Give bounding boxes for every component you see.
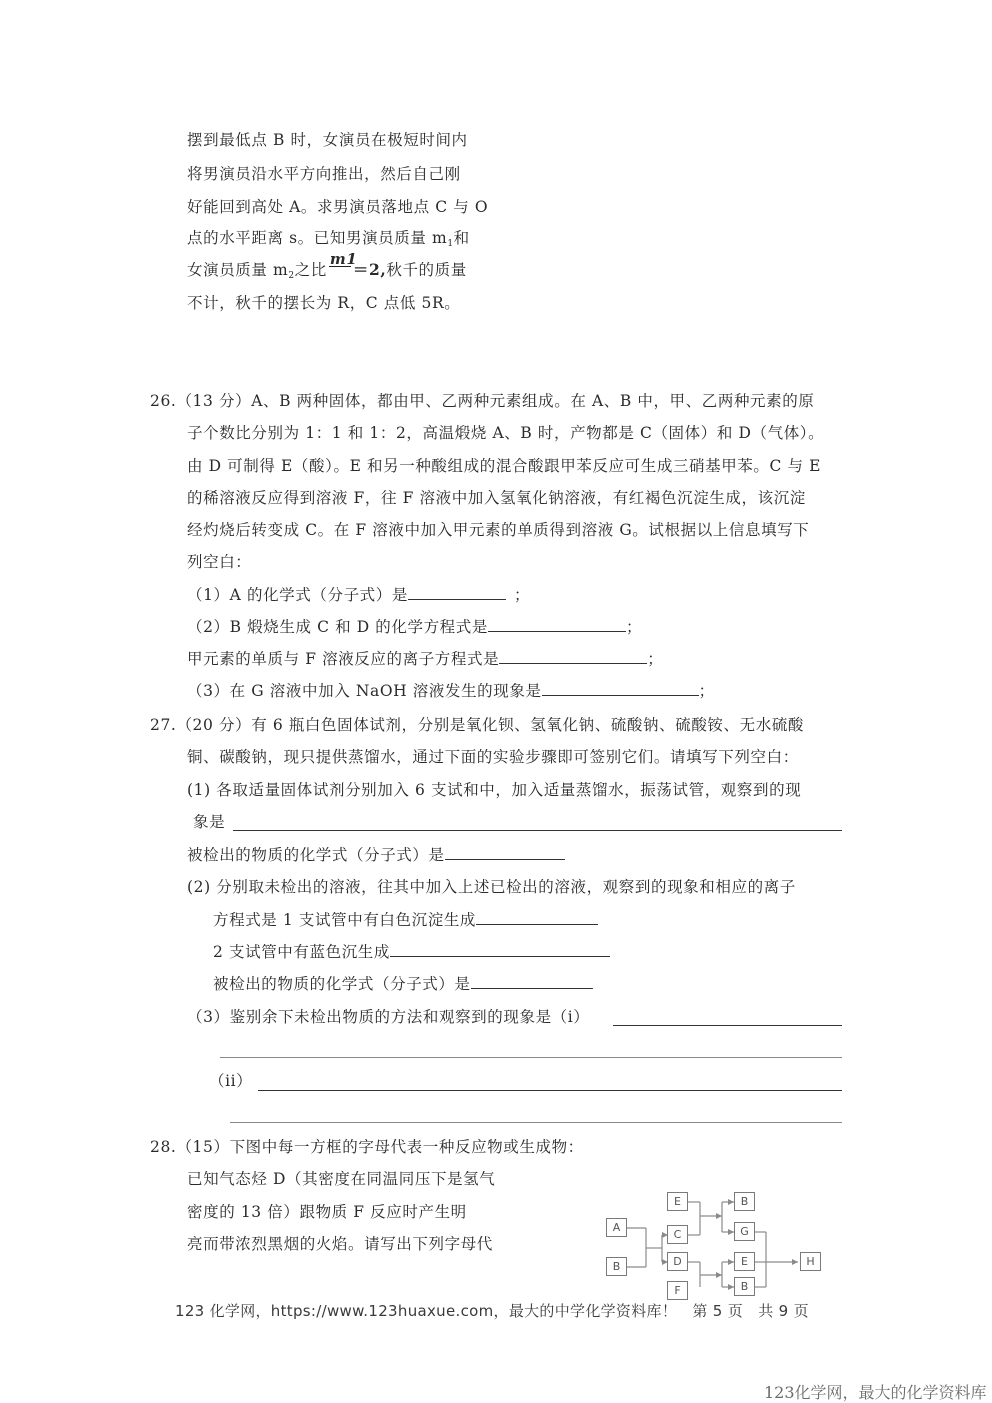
diagram-box-G: G xyxy=(734,1222,755,1241)
fraction-numerator: m1 xyxy=(329,250,358,268)
q26-part-3-label: （3）在 G 溶液中加入 NaOH 溶液发生的现象是 xyxy=(187,682,542,700)
q28-line-2: 已知气态烃 D（其密度在同温同压下是氢气 xyxy=(187,1170,496,1188)
semicolon: ； xyxy=(513,586,531,604)
q26-part-1 xyxy=(187,585,530,605)
answer-blank-q26-2b[interactable] xyxy=(499,649,647,664)
answer-line-q27-3ii[interactable] xyxy=(258,1090,842,1091)
q28-line-3: 密度的 13 倍）跟物质 F 反应时产生明 xyxy=(187,1203,467,1221)
q28-line-4: 亮而带浓烈黑烟的火焰。请写出下列字母代 xyxy=(187,1235,493,1253)
diagram-box-H: H xyxy=(800,1252,821,1271)
q26-line-1: 26.（13 分）A、B 两种固体，都由甲、乙两种元素组成。在 A、B 中，甲、乙两种元素的原 xyxy=(150,392,815,410)
q27-part-2b xyxy=(213,910,598,930)
q26-line-2: 子个数比分别为 1：1 和 1：2，高温煅烧 A、B 时，产物都是 C（固体）和 D（气体）。 xyxy=(187,424,825,442)
diagram-box-C: C xyxy=(667,1225,688,1244)
mass-ratio-fraction xyxy=(329,250,358,281)
q27-part-2b-label: 方程式是 1 支试管中有白色沉淀生成 xyxy=(213,911,477,929)
diagram-box-B: B xyxy=(606,1257,627,1276)
q26-line-5: 经灼烧后转变成 C。在 F 溶液中加入甲元素的单质得到溶液 G。试根据以上信息填写下 xyxy=(187,521,810,539)
answer-line-q27-3i[interactable] xyxy=(613,1025,842,1026)
semicolon: ； xyxy=(625,618,643,636)
q27-part-3ii: （ii） xyxy=(209,1072,253,1090)
q27-part-2d xyxy=(213,974,593,994)
page-footer: 123 化学网，https://www.123huaxue.com，最大的中学化学资料库！ 第 5 页 共 9 页 xyxy=(175,1302,809,1320)
q26-line-6: 列空白： xyxy=(187,553,252,571)
q25-line-4-text: 点的水平距离 s。已知男演员质量 m xyxy=(187,229,448,247)
q25-line-6: 不计，秋千的摆长为 R，C 点低 5R。 xyxy=(187,294,461,312)
diagram-box-A: A xyxy=(606,1218,627,1237)
q27-part-1c xyxy=(187,845,565,865)
q26-part-2 xyxy=(187,617,642,637)
q25-line-1: 摆到最低点 B 时，女演员在极短时间内 xyxy=(187,131,468,149)
semicolon: ； xyxy=(698,682,715,700)
q25-line-5-mid: 之比 xyxy=(294,261,327,279)
answer-blank-q26-1[interactable] xyxy=(408,585,506,600)
q27-part-2c xyxy=(213,942,610,962)
q25-line-5-head: 女演员质量 m xyxy=(187,261,289,279)
subscript-1: 1 xyxy=(447,239,454,249)
answer-line-q27-3ii-cont[interactable] xyxy=(230,1122,842,1123)
semicolon: ； xyxy=(647,650,664,668)
q28-line-1: 28.（15）下图中每一方框的字母代表一种反应物或生成物： xyxy=(150,1138,584,1156)
answer-blank-q26-3[interactable] xyxy=(542,681,699,696)
fraction-bar xyxy=(329,266,351,267)
q26-line-3: 由 D 可制得 E（酸）。E 和另一种酸组成的混合酸跟甲苯反应可生成三硝基甲苯。C 与 E xyxy=(187,457,822,475)
q26-line-4: 的稀溶液反应得到溶液 F，往 F 溶液中加入氢氧化钠溶液，有红褐色沉淀生成，该沉淀 xyxy=(187,489,806,507)
q27-part-2d-label: 被检出的物质的化学式（分子式）是 xyxy=(213,975,471,993)
q27-line-3: (1) 各取适量固体试剂分别加入 6 支试和中，加入适量蒸馏水，振荡试管，观察到的现 xyxy=(187,781,802,799)
subscript-2: 2 xyxy=(288,271,295,281)
reaction-flow-diagram xyxy=(600,1185,840,1290)
answer-line-q27-3i-cont[interactable] xyxy=(220,1057,842,1058)
answer-line-q27-1[interactable] xyxy=(233,830,842,831)
answer-blank-q26-2[interactable] xyxy=(488,617,626,632)
q27-part-3: （3）鉴别余下未检出物质的方法和观察到的现象是（i） xyxy=(187,1008,590,1026)
answer-blank-q27-2d[interactable] xyxy=(471,974,593,989)
q26-part-1-label: （1）A 的化学式（分子式）是 xyxy=(187,586,408,604)
q26-part-2-label: （2）B 煅烧生成 C 和 D 的化学方程式是 xyxy=(187,618,488,636)
diagram-box-F: F xyxy=(667,1281,688,1300)
q27-line-2: 铜、碳酸钠，现只提供蒸馏水，通过下面的实验步骤即可签别它们。请填写下列空白： xyxy=(187,748,799,766)
ratio-value: ＝2, xyxy=(352,260,387,279)
q25-line-5-tail: 秋千的质量 xyxy=(386,261,467,279)
q25-line-2: 将男演员沿水平方向推出，然后自己刚 xyxy=(187,165,461,183)
q26-part-2b-label: 甲元素的单质与 F 溶液反应的离子方程式是 xyxy=(187,650,500,668)
q25-line-4-tail: 和 xyxy=(453,229,470,247)
q25-line-4 xyxy=(187,228,470,254)
answer-blank-q27-2c[interactable] xyxy=(390,942,610,957)
q25-line-5 xyxy=(187,250,467,286)
q27-part-1b: 象是 xyxy=(193,813,226,831)
q26-part-2b xyxy=(187,649,663,669)
site-watermark: 123化学网，最大的化学资料库 xyxy=(764,1383,987,1402)
q27-part-2c-label: 2 支试管中有蓝色沉生成 xyxy=(213,943,390,961)
q27-part-1c-label: 被检出的物质的化学式（分子式）是 xyxy=(187,846,445,864)
q25-line-3: 好能回到高处 A。求男演员落地点 C 与 O xyxy=(187,198,489,216)
q27-line-1: 27.（20 分）有 6 瓶白色固体试剂，分别是氧化钡、氢氧化钠、硫酸钠、硫酸铵、无水硫酸 xyxy=(150,716,805,734)
diagram-box-B-bottom: B xyxy=(734,1277,755,1296)
answer-blank-q27-1c[interactable] xyxy=(445,845,565,860)
q27-part-2: (2) 分别取未检出的溶液，往其中加入上述已检出的溶液，观察到的现象和相应的离子 xyxy=(187,878,796,896)
q26-part-3 xyxy=(187,681,715,701)
answer-blank-q27-2b[interactable] xyxy=(476,910,598,925)
diagram-box-E: E xyxy=(667,1192,688,1211)
diagram-box-B-top: B xyxy=(734,1192,755,1211)
diagram-box-D: D xyxy=(667,1252,688,1271)
diagram-box-E-right: E xyxy=(734,1252,755,1271)
